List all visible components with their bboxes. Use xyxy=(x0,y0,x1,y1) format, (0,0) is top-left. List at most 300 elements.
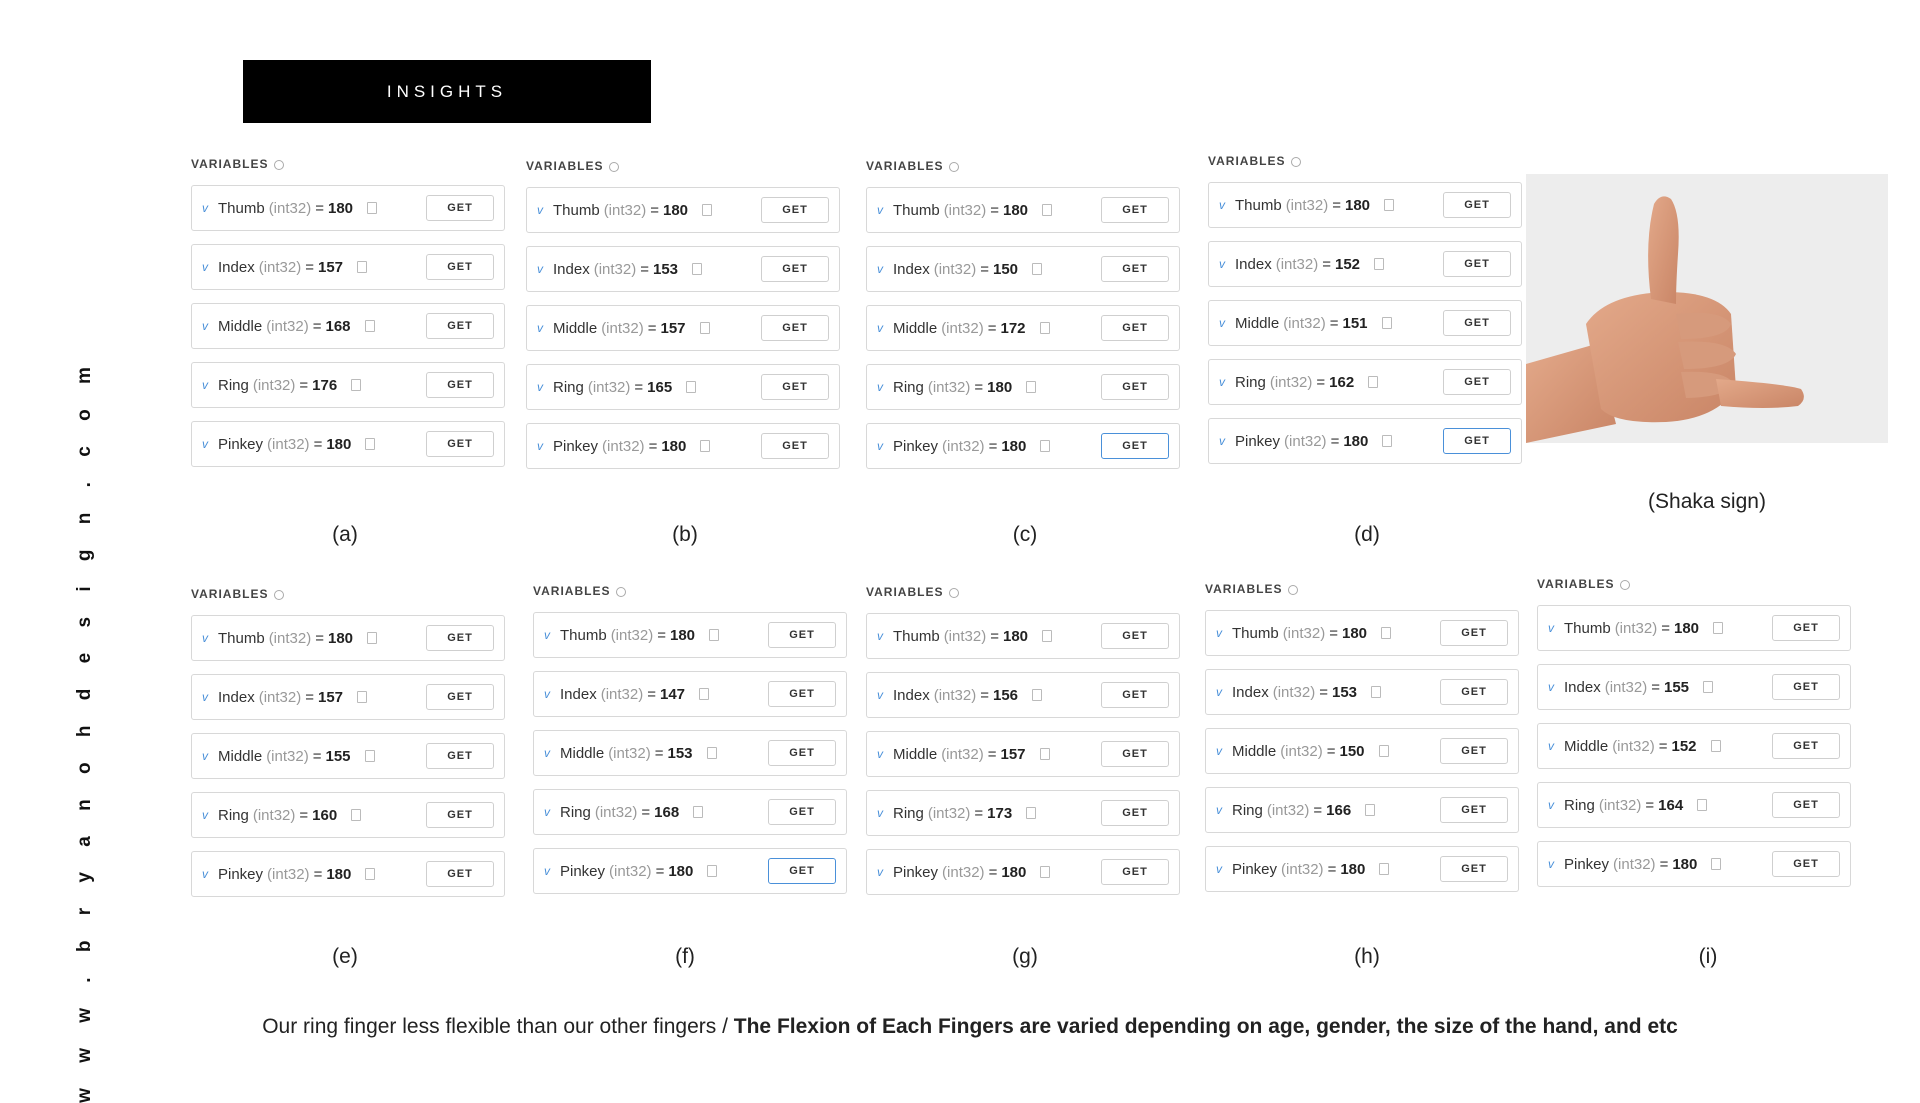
variable-name: Index xyxy=(1564,678,1601,696)
variable-type: (int32) xyxy=(267,865,310,883)
variable-value: 180 xyxy=(1344,196,1371,214)
variable-row-ring xyxy=(866,790,1180,836)
copy-icon[interactable] xyxy=(1371,686,1381,698)
variables-header xyxy=(533,583,847,599)
get-button[interactable]: GET xyxy=(426,743,494,769)
variable-row-pinkey xyxy=(1205,846,1519,892)
equals-sign: = xyxy=(988,437,998,455)
expand-icon[interactable]: v xyxy=(544,805,550,819)
variable-type: (int32) xyxy=(927,378,971,396)
variable-name: Ring xyxy=(218,806,249,824)
variable-name: Index xyxy=(218,258,255,276)
get-button[interactable]: GET xyxy=(761,197,829,223)
expand-icon[interactable]: v xyxy=(202,260,208,274)
expand-icon[interactable]: v xyxy=(202,319,208,333)
expand-icon[interactable]: v xyxy=(202,631,208,645)
get-button[interactable]: GET xyxy=(1443,310,1511,336)
get-button[interactable]: GET xyxy=(426,431,494,457)
variables-header xyxy=(526,158,840,174)
variable-row-pinkey xyxy=(191,851,505,897)
copy-icon[interactable] xyxy=(1711,858,1721,870)
copy-icon[interactable] xyxy=(1040,866,1050,878)
copy-icon[interactable] xyxy=(1711,740,1721,752)
panel-caption: (g) xyxy=(1012,945,1038,968)
copy-icon[interactable] xyxy=(365,868,375,880)
variable-name: Thumb xyxy=(893,201,940,219)
expand-icon[interactable]: v xyxy=(1219,375,1225,389)
copy-icon[interactable] xyxy=(1384,199,1394,211)
refresh-icon[interactable] xyxy=(949,162,959,172)
variable-type: (int32) xyxy=(1266,801,1310,819)
variable-name: Index xyxy=(1232,683,1269,701)
expand-icon[interactable]: v xyxy=(877,203,883,217)
refresh-icon[interactable] xyxy=(616,587,626,597)
copy-icon[interactable] xyxy=(365,320,375,332)
panel-caption: (e) xyxy=(332,945,358,968)
website-url[interactable]: w w w . b r y a n o h d e s i g n . c o m xyxy=(74,357,95,1103)
expand-icon[interactable]: v xyxy=(877,865,883,879)
variable-type: (int32) xyxy=(252,376,296,394)
expand-icon[interactable]: v xyxy=(1216,626,1222,640)
expand-icon[interactable]: v xyxy=(877,806,883,820)
expand-icon[interactable]: v xyxy=(1216,803,1222,817)
variables-header xyxy=(866,584,1180,600)
copy-icon[interactable] xyxy=(692,263,702,275)
variable-value: 166 xyxy=(1326,801,1352,819)
insights-banner: INSIGHTS xyxy=(243,60,651,123)
get-button[interactable]: GET xyxy=(1101,256,1169,282)
get-button[interactable]: GET xyxy=(1443,192,1511,218)
variable-row-middle xyxy=(866,305,1180,351)
variable-value: 180 xyxy=(1672,855,1698,873)
expand-icon[interactable]: v xyxy=(537,321,543,335)
expand-icon[interactable]: v xyxy=(1216,685,1222,699)
variable-type: (int32) xyxy=(943,627,987,645)
variable-row-middle xyxy=(1205,728,1519,774)
variable-type: (int32) xyxy=(943,201,987,219)
variable-row-thumb xyxy=(1205,610,1519,656)
get-button[interactable]: GET xyxy=(426,861,494,887)
variable-type: (int32) xyxy=(933,260,977,278)
variable-type: (int32) xyxy=(1598,796,1642,814)
variable-value: 180 xyxy=(326,865,352,883)
variable-type: (int32) xyxy=(1269,373,1313,391)
expand-icon[interactable]: v xyxy=(1219,434,1225,448)
variable-name: Pinkey xyxy=(218,865,264,883)
equals-sign: = xyxy=(1326,742,1336,760)
expand-icon[interactable]: v xyxy=(877,747,883,761)
get-button[interactable]: GET xyxy=(1440,856,1508,882)
equals-sign: = xyxy=(1330,432,1340,450)
get-button[interactable]: GET xyxy=(1101,374,1169,400)
variable-row-pinkey xyxy=(191,421,505,467)
equals-sign: = xyxy=(1658,737,1668,755)
variable-name: Middle xyxy=(1564,737,1609,755)
get-button[interactable]: GET xyxy=(1101,682,1169,708)
copy-icon[interactable] xyxy=(1040,748,1050,760)
get-button[interactable]: GET xyxy=(1440,797,1508,823)
get-button[interactable]: GET xyxy=(761,374,829,400)
copy-icon[interactable] xyxy=(707,747,717,759)
expand-icon[interactable]: v xyxy=(1548,798,1554,812)
copy-icon[interactable] xyxy=(1042,630,1052,642)
get-button[interactable]: GET xyxy=(1772,792,1840,818)
variable-value: 180 xyxy=(1002,201,1029,219)
variables-label: VARIABLES xyxy=(866,159,944,173)
variable-type: (int32) xyxy=(1613,855,1656,873)
variable-value: 176 xyxy=(312,376,338,394)
equals-sign: = xyxy=(654,744,664,762)
variable-type: (int32) xyxy=(608,744,651,762)
get-button[interactable]: GET xyxy=(768,681,836,707)
equals-sign: = xyxy=(299,806,309,824)
get-button[interactable]: GET xyxy=(1772,674,1840,700)
variable-name: Pinkey xyxy=(553,437,599,455)
variable-value: 180 xyxy=(1343,432,1369,450)
equals-sign: = xyxy=(1313,801,1323,819)
variable-type: (int32) xyxy=(942,863,985,881)
get-button[interactable]: GET xyxy=(1101,315,1169,341)
copy-icon[interactable] xyxy=(1697,799,1707,811)
copy-icon[interactable] xyxy=(365,750,375,762)
variable-row-thumb xyxy=(866,613,1180,659)
copy-icon[interactable] xyxy=(1379,863,1389,875)
get-button[interactable]: GET xyxy=(761,315,829,341)
variable-row-ring xyxy=(533,789,847,835)
variable-row-middle xyxy=(1208,300,1522,346)
get-button[interactable]: GET xyxy=(1101,859,1169,885)
variable-row-ring xyxy=(526,364,840,410)
equals-sign: = xyxy=(987,745,997,763)
variable-value: 151 xyxy=(1342,314,1368,332)
expand-icon[interactable]: v xyxy=(202,808,208,822)
variable-row-thumb xyxy=(533,612,847,658)
variable-value: 157 xyxy=(660,319,686,337)
equals-sign: = xyxy=(647,319,657,337)
refresh-icon[interactable] xyxy=(1620,580,1630,590)
copy-icon[interactable] xyxy=(1032,263,1042,275)
expand-icon[interactable]: v xyxy=(877,688,883,702)
expand-icon[interactable]: v xyxy=(202,378,208,392)
get-button[interactable]: GET xyxy=(426,254,494,280)
variable-row-ring xyxy=(866,364,1180,410)
variable-row-middle xyxy=(533,730,847,776)
variable-row-index xyxy=(526,246,840,292)
get-button[interactable]: GET xyxy=(1440,679,1508,705)
copy-icon[interactable] xyxy=(357,261,367,273)
expand-icon[interactable]: v xyxy=(537,203,543,217)
variable-name: Middle xyxy=(893,319,938,337)
expand-icon[interactable]: v xyxy=(1548,680,1554,694)
equals-sign: = xyxy=(980,260,989,278)
expand-icon[interactable]: v xyxy=(202,201,208,215)
variable-type: (int32) xyxy=(1284,432,1327,450)
equals-sign: = xyxy=(1659,855,1669,873)
panel-caption: (h) xyxy=(1354,945,1380,968)
get-button[interactable]: GET xyxy=(761,433,829,459)
variable-type: (int32) xyxy=(1614,619,1658,637)
equals-sign: = xyxy=(1319,683,1328,701)
variable-value: 165 xyxy=(647,378,673,396)
copy-icon[interactable] xyxy=(686,381,696,393)
copy-icon[interactable] xyxy=(1703,681,1713,693)
variable-row-ring xyxy=(1205,787,1519,833)
variable-name: Pinkey xyxy=(1564,855,1610,873)
copy-icon[interactable] xyxy=(1382,317,1392,329)
get-button[interactable]: GET xyxy=(1101,197,1169,223)
variable-name: Ring xyxy=(1232,801,1263,819)
variable-row-pinkey xyxy=(866,423,1180,469)
expand-icon[interactable]: v xyxy=(877,629,883,643)
variable-row-middle xyxy=(1537,723,1851,769)
variable-name: Pinkey xyxy=(560,862,606,880)
expand-icon[interactable]: v xyxy=(1216,862,1222,876)
variable-type: (int32) xyxy=(1280,742,1323,760)
copy-icon[interactable] xyxy=(1374,258,1384,270)
variable-name: Pinkey xyxy=(218,435,264,453)
variable-value: 157 xyxy=(1000,745,1026,763)
variable-row-pinkey xyxy=(1537,841,1851,887)
variables-header xyxy=(1537,576,1851,592)
copy-icon[interactable] xyxy=(709,629,719,641)
copy-icon[interactable] xyxy=(351,379,361,391)
get-button[interactable]: GET xyxy=(1443,369,1511,395)
copy-icon[interactable] xyxy=(1040,322,1050,334)
expand-icon[interactable]: v xyxy=(1548,621,1554,635)
variable-row-middle xyxy=(526,305,840,351)
equals-sign: = xyxy=(987,319,997,337)
footer-bold: The Flexion of Each Fingers are varied depending on age, gender, the size of the hand, and etc xyxy=(733,1015,1678,1038)
expand-icon[interactable]: v xyxy=(537,380,543,394)
website-vertical-text xyxy=(70,357,100,1103)
get-button[interactable]: GET xyxy=(426,195,494,221)
variable-row-thumb xyxy=(1537,605,1851,651)
copy-icon[interactable] xyxy=(707,865,717,877)
variable-type: (int32) xyxy=(941,319,984,337)
variable-name: Index xyxy=(893,686,930,704)
variable-value: 173 xyxy=(987,804,1013,822)
copy-icon[interactable] xyxy=(1368,376,1378,388)
variable-row-index xyxy=(1208,241,1522,287)
copy-icon[interactable] xyxy=(693,806,703,818)
variable-value: 153 xyxy=(653,260,679,278)
get-button[interactable]: GET xyxy=(1772,733,1840,759)
variable-type: (int32) xyxy=(1604,678,1648,696)
variable-name: Ring xyxy=(553,378,584,396)
variable-value: 180 xyxy=(662,201,689,219)
variables-panel xyxy=(191,586,505,897)
expand-icon[interactable]: v xyxy=(877,380,883,394)
copy-icon[interactable] xyxy=(1713,622,1723,634)
variable-type: (int32) xyxy=(1281,860,1324,878)
equals-sign: = xyxy=(657,626,666,644)
variable-name: Middle xyxy=(560,744,605,762)
expand-icon[interactable]: v xyxy=(877,321,883,335)
expand-icon[interactable]: v xyxy=(544,628,550,642)
get-button[interactable]: GET xyxy=(1440,738,1508,764)
variable-row-thumb xyxy=(191,185,505,231)
variable-row-index xyxy=(1537,664,1851,710)
get-button[interactable]: GET xyxy=(1101,800,1169,826)
variable-row-pinkey xyxy=(1208,418,1522,464)
copy-icon[interactable] xyxy=(367,632,377,644)
refresh-icon[interactable] xyxy=(1288,585,1298,595)
copy-icon[interactable] xyxy=(1026,381,1036,393)
variables-header xyxy=(191,586,505,602)
expand-icon[interactable]: v xyxy=(544,687,550,701)
variable-type: (int32) xyxy=(1282,624,1326,642)
expand-icon[interactable]: v xyxy=(544,746,550,760)
expand-icon[interactable]: v xyxy=(1219,316,1225,330)
get-button[interactable]: GET xyxy=(1101,433,1169,459)
variables-panel xyxy=(1208,153,1522,464)
get-button[interactable]: GET xyxy=(1440,620,1508,646)
variable-name: Thumb xyxy=(893,627,940,645)
variable-name: Thumb xyxy=(1235,196,1282,214)
copy-icon[interactable] xyxy=(700,322,710,334)
refresh-icon[interactable] xyxy=(609,162,619,172)
variable-row-pinkey xyxy=(526,423,840,469)
variable-name: Middle xyxy=(218,747,263,765)
refresh-icon[interactable] xyxy=(949,588,959,598)
variable-type: (int32) xyxy=(601,319,644,337)
variable-name: Index xyxy=(553,260,590,278)
expand-icon[interactable]: v xyxy=(1548,857,1554,871)
variable-row-thumb xyxy=(866,187,1180,233)
variable-row-ring xyxy=(1537,782,1851,828)
variable-type: (int32) xyxy=(927,804,971,822)
copy-icon[interactable] xyxy=(351,809,361,821)
equals-sign: = xyxy=(990,627,999,645)
refresh-icon[interactable] xyxy=(1291,157,1301,167)
variable-name: Index xyxy=(1235,255,1272,273)
panel-caption: (a) xyxy=(332,523,358,546)
expand-icon[interactable]: v xyxy=(1216,744,1222,758)
equals-sign: = xyxy=(1661,619,1670,637)
expand-icon[interactable]: v xyxy=(537,262,543,276)
get-button[interactable]: GET xyxy=(1772,615,1840,641)
variable-type: (int32) xyxy=(609,862,652,880)
variable-value: 147 xyxy=(660,685,686,703)
variable-name: Middle xyxy=(1235,314,1280,332)
get-button[interactable]: GET xyxy=(768,858,836,884)
panel-caption: (b) xyxy=(672,523,698,546)
copy-icon[interactable] xyxy=(357,691,367,703)
refresh-icon[interactable] xyxy=(274,160,284,170)
variable-type: (int32) xyxy=(933,686,977,704)
get-button[interactable]: GET xyxy=(426,372,494,398)
variable-row-index xyxy=(191,674,505,720)
variable-value: 155 xyxy=(1664,678,1690,696)
variable-type: (int32) xyxy=(593,260,637,278)
variables-label: VARIABLES xyxy=(526,159,604,173)
variable-value: 180 xyxy=(661,437,687,455)
copy-icon[interactable] xyxy=(1026,807,1036,819)
get-button[interactable]: GET xyxy=(426,802,494,828)
variable-value: 153 xyxy=(667,744,693,762)
expand-icon[interactable]: v xyxy=(877,439,883,453)
variable-value: 180 xyxy=(1340,860,1366,878)
get-button[interactable]: GET xyxy=(426,313,494,339)
expand-icon[interactable]: v xyxy=(544,864,550,878)
variable-type: (int32) xyxy=(268,629,312,647)
get-button[interactable]: GET xyxy=(1101,623,1169,649)
copy-icon[interactable] xyxy=(1381,627,1391,639)
get-button[interactable]: GET xyxy=(1443,428,1511,454)
copy-icon[interactable] xyxy=(1042,204,1052,216)
get-button[interactable]: GET xyxy=(768,799,836,825)
get-button[interactable]: GET xyxy=(768,740,836,766)
shaka-caption: (Shaka sign) xyxy=(1648,490,1766,513)
variables-label: VARIABLES xyxy=(191,587,269,601)
variables-header xyxy=(1208,153,1522,169)
copy-icon[interactable] xyxy=(702,204,712,216)
get-button[interactable]: GET xyxy=(761,256,829,282)
equals-sign: = xyxy=(312,317,322,335)
variable-type: (int32) xyxy=(594,803,638,821)
variables-label: VARIABLES xyxy=(866,585,944,599)
copy-icon[interactable] xyxy=(1040,440,1050,452)
variable-value: 152 xyxy=(1671,737,1697,755)
variable-value: 150 xyxy=(1339,742,1365,760)
variable-row-pinkey xyxy=(533,848,847,894)
expand-icon[interactable]: v xyxy=(537,439,543,453)
variables-panel xyxy=(526,158,840,469)
expand-icon[interactable]: v xyxy=(1219,198,1225,212)
variables-panel xyxy=(191,156,505,467)
copy-icon[interactable] xyxy=(367,202,377,214)
copy-icon[interactable] xyxy=(1382,435,1392,447)
expand-icon[interactable]: v xyxy=(202,437,208,451)
get-button[interactable]: GET xyxy=(1101,741,1169,767)
get-button[interactable]: GET xyxy=(1443,251,1511,277)
variable-type: (int32) xyxy=(941,745,984,763)
get-button[interactable]: GET xyxy=(426,684,494,710)
copy-icon[interactable] xyxy=(1032,689,1042,701)
expand-icon[interactable]: v xyxy=(877,262,883,276)
get-button[interactable]: GET xyxy=(768,622,836,648)
variable-type: (int32) xyxy=(266,317,309,335)
copy-icon[interactable] xyxy=(700,440,710,452)
variable-row-index xyxy=(191,244,505,290)
variable-name: Ring xyxy=(893,804,924,822)
equals-sign: = xyxy=(299,376,309,394)
variable-name: Ring xyxy=(1564,796,1595,814)
variable-name: Pinkey xyxy=(893,863,939,881)
copy-icon[interactable] xyxy=(1365,804,1375,816)
equals-sign: = xyxy=(313,865,323,883)
expand-icon[interactable]: v xyxy=(1219,257,1225,271)
expand-icon[interactable]: v xyxy=(202,690,208,704)
get-button[interactable]: GET xyxy=(426,625,494,651)
refresh-icon[interactable] xyxy=(274,590,284,600)
variable-name: Index xyxy=(560,685,597,703)
variable-name: Ring xyxy=(893,378,924,396)
variables-panel xyxy=(1537,576,1851,887)
variable-value: 180 xyxy=(1673,619,1700,637)
copy-icon[interactable] xyxy=(365,438,375,450)
variable-name: Thumb xyxy=(1564,619,1611,637)
variables-header xyxy=(866,158,1180,174)
copy-icon[interactable] xyxy=(1379,745,1389,757)
equals-sign: = xyxy=(1322,255,1331,273)
expand-icon[interactable]: v xyxy=(1548,739,1554,753)
get-button[interactable]: GET xyxy=(1772,851,1840,877)
copy-icon[interactable] xyxy=(699,688,709,700)
variable-name: Thumb xyxy=(553,201,600,219)
expand-icon[interactable]: v xyxy=(202,867,208,881)
expand-icon[interactable]: v xyxy=(202,749,208,763)
